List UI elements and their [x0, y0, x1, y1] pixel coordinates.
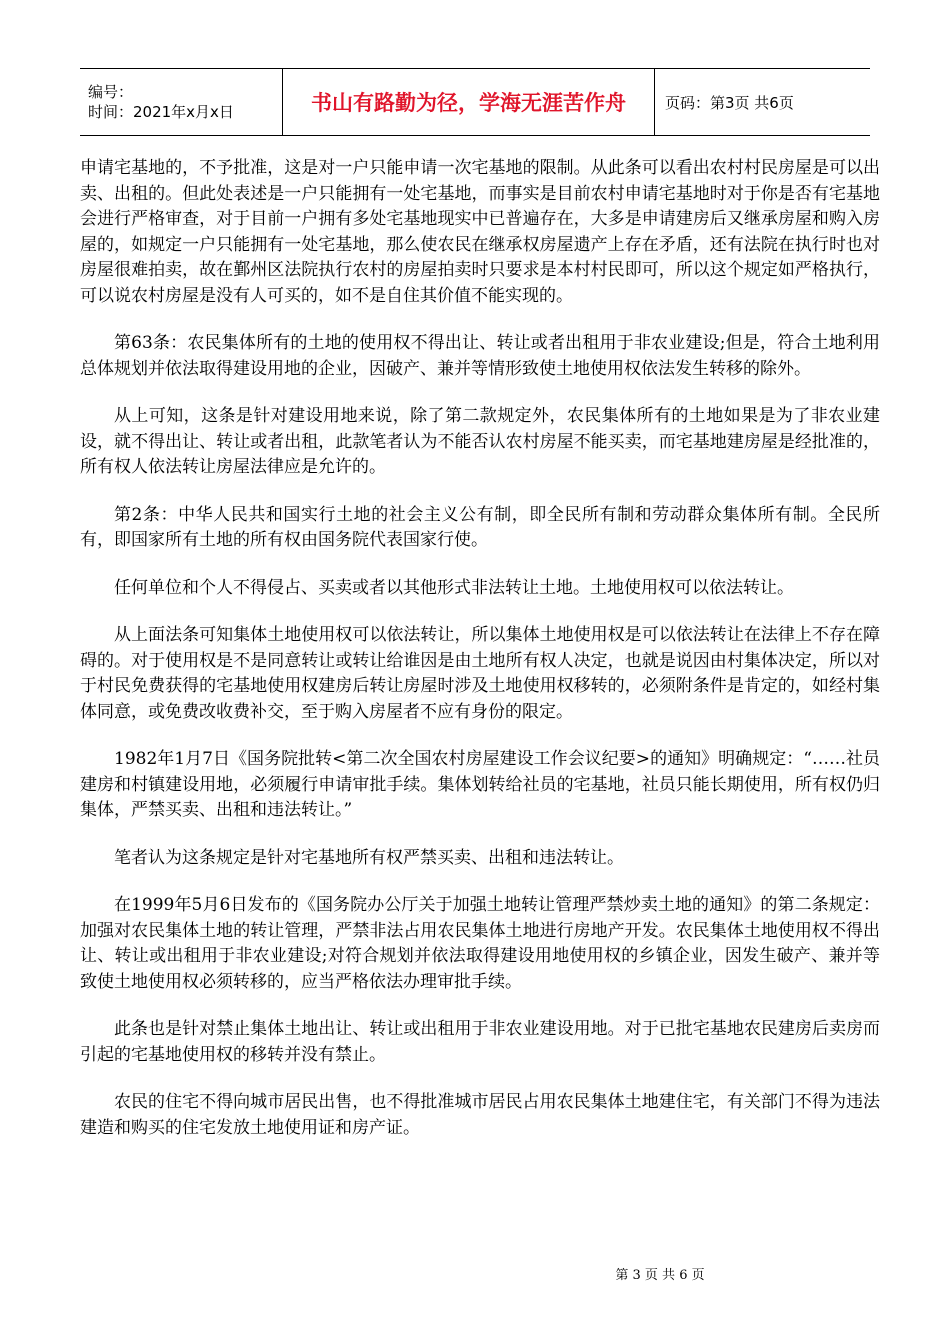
header-info-cell — [80, 69, 283, 135]
paragraph: 任何单位和个人不得侵占、买卖或者以其他形式非法转让土地。土地使用权可以依法转让。 — [114, 577, 794, 598]
header-page-label: 页码：第3页 共6页 — [665, 93, 794, 112]
paragraph: 1982年1月7日《国务院批转<第二次全国农村房屋建设工作会议纪要>的通知》明确规定：“……社员建房和村镇建设用地，必须履行申请审批手续。集体划转给社员的宅基地，社员只能长期使用，所有权仍归集体，严禁买卖、出租和违法转让。” — [80, 749, 880, 820]
paragraph: 第2条：中华人民共和国实行土地的社会主义公有制，即全民所有制和劳动群众集体所有制。全民所有，即国家所有土地的所有权由国务院代表国家行使。 — [80, 504, 880, 550]
header-motto-cell — [283, 69, 655, 135]
footer-page-number: 第 3 页 共 6 页 — [615, 1268, 705, 1283]
document-number-label: 编号： — [88, 83, 134, 101]
paragraph: 从上面法条可知集体土地使用权可以依法转让，所以集体土地使用权是可以依法转让在法律上不存在障碍的。对于使用权是不是同意转让或转让给谁因是由土地所有权人决定，也就是说因由村集体决定，所以对于村民免费获得的宅基地使用权建房后转让房屋时涉及土地使用权移转的，必须附条件是肯定的，如经村集体同意，或免费改收费补交，至于购入房屋者不应有身份的限定。 — [80, 625, 880, 722]
paragraph: 笔者认为这条规定是针对宅基地所有权严禁买卖、出租和违法转让。 — [114, 847, 624, 868]
paragraph: 从上可知，这条是针对建设用地来说，除了第二款规定外，农民集体所有的土地如果是为了非农业建设，就不得出让、转让或者出租，此款笔者认为不能否认农村房屋不能买卖，而宅基地建房屋是经批准的，所有权人依法转让房屋法律应是允许的。 — [80, 406, 880, 477]
paragraph: 申请宅基地的，不予批准，这是对一户只能申请一次宅基地的限制。从此条可以看出农村村民房屋是可以出卖、出租的。但此处表述是一户只能拥有一处宅基地，而事实是目前农村申请宅基地时对于你是否有宅基地会进行严格审查，对于目前一户拥有多处宅基地现实中已普遍存在，大多是申请建房后又继承房屋和购入房屋的，如规定一户只能拥有一处宅基地，那么使农民在继承权房屋遗产上存在矛盾，还有法院在执行时也对房屋很难拍卖，故在鄞州区法院执行农村的房屋拍卖时只要求是本村村民即可，所以这个规定如严格执行，可以说农村房屋是没有人可买的，如不是自住其价值不能实现的。 — [80, 158, 880, 306]
paragraph: 在1999年5月6日发布的《国务院办公厅关于加强土地转让管理严禁炒卖土地的通知》的第二条规定：加强对农民集体土地的转让管理，严禁非法占用农民集体土地进行房地产开发。农民集体土地使用权不得出让、转让或出租用于非农业建设;对符合规划并依法取得建设用地使用权的乡镇企业，因发生破产、兼并等致使土地使用权必须转移的，应当严格依法办理审批手续。 — [80, 895, 880, 992]
paragraph: 此条也是针对禁止集体土地出让、转让或出租用于非农业建设用地。对于已批宅基地农民建房后卖房而引起的宅基地使用权的移转并没有禁止。 — [80, 1019, 880, 1065]
paragraph: 第63条：农民集体所有的土地的使用权不得出让、转让或者出租用于非农业建设;但是，符合土地利用总体规划并依法取得建设用地的企业，因破产、兼并等情形致使土地使用权依法发生转移的除外。 — [80, 333, 880, 379]
header-motto: 书山有路勤为径，学海无涯苦作舟 — [311, 91, 626, 115]
document-time-label: 时间：2021年x月x日 — [88, 103, 234, 121]
page-footer — [0, 1264, 950, 1283]
paragraph: 农民的住宅不得向城市居民出售，也不得批准城市居民占用农民集体土地建住宅，有关部门不得为违法建造和购买的住宅发放土地使用证和房产证。 — [80, 1092, 880, 1138]
document-header — [80, 68, 870, 136]
document-body — [80, 156, 880, 1163]
header-page-cell — [655, 69, 870, 135]
